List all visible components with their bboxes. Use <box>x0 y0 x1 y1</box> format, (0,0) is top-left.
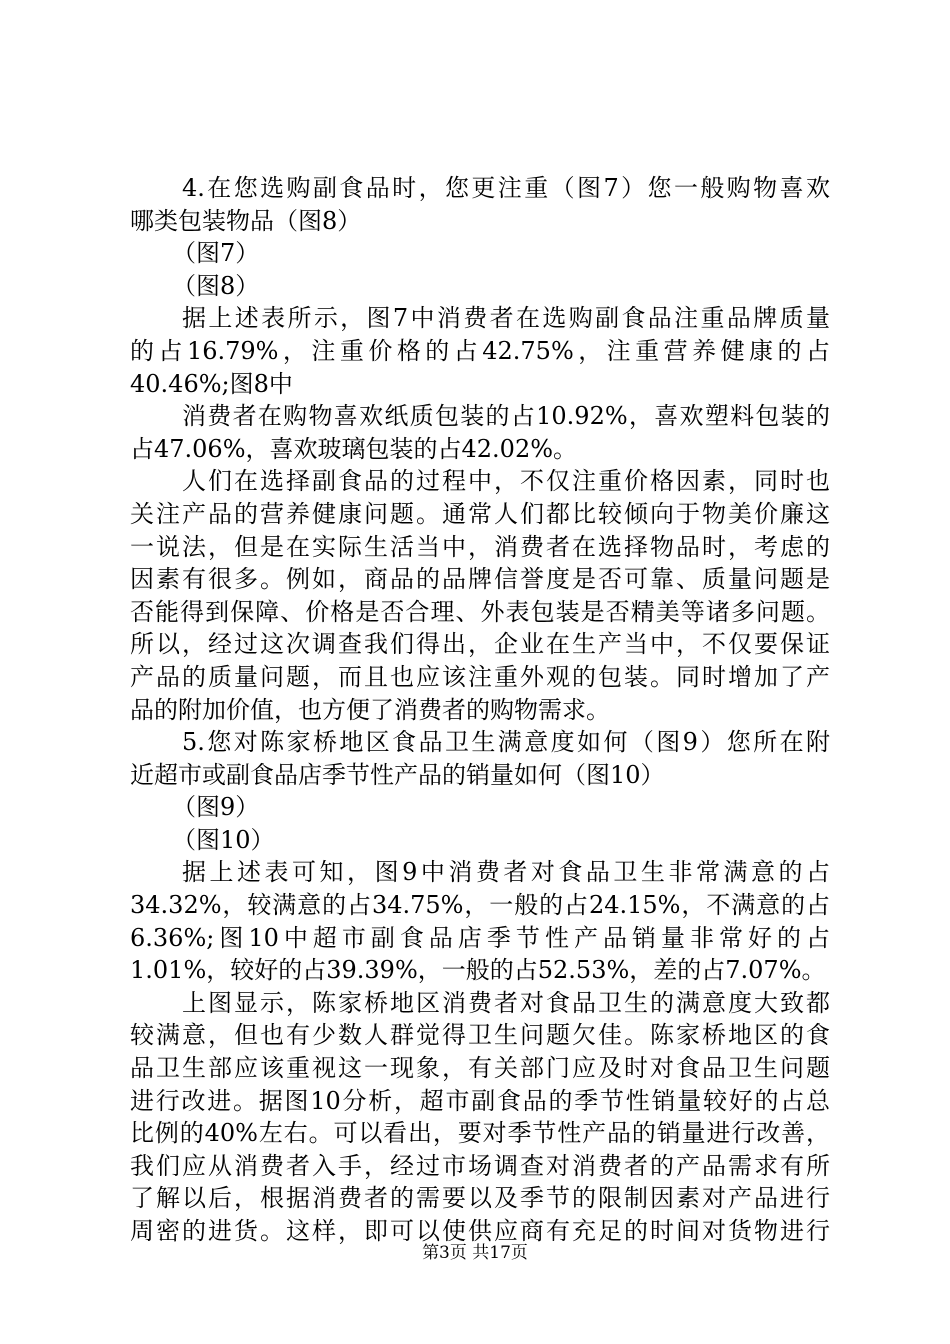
text-line: 近超市或副食品店季节性产品的销量如何（图10） <box>130 760 665 789</box>
paragraph-question-5 <box>130 726 830 791</box>
text-line: 所以，经过这次调查我们得出，企业在生产当中，不仅要保证 <box>130 630 830 659</box>
text-line: 比例的40%左右。可以看出，要对季节性产品的销量进行改善， <box>130 1119 830 1148</box>
text-line: 哪类包装物品（图8） <box>130 206 362 235</box>
text-line: 进行改进。据图10分析，超市副食品的季节性销量较好的占总 <box>130 1086 830 1115</box>
text-line: 我们应从消费者入手，经过市场调查对消费者的产品需求有所 <box>130 1151 830 1180</box>
text-line: 品的附加价值，也方便了消费者的购物需求。 <box>130 695 610 724</box>
text-line: 上图显示，陈家桥地区消费者对食品卫生的满意度大致都 <box>182 988 830 1017</box>
text-line: （图7） <box>172 239 260 268</box>
figure-caption-10 <box>130 824 830 857</box>
text-line: 5.您对陈家桥地区食品卫生满意度如何（图9）您所在附 <box>182 728 830 757</box>
text-line: 据上述表所示，图7中消费者在选购副食品注重品牌质量 <box>182 304 830 333</box>
text-line: 较满意，但也有少数人群觉得卫生问题欠佳。陈家桥地区的食 <box>130 1021 830 1050</box>
text-line: 的占16.79%，注重价格的占42.75%，注重营养健康的占 <box>130 336 830 365</box>
text-line: 6.36%;图10中超市副食品店季节性产品销量非常好的占 <box>130 923 830 952</box>
text-line: 否能得到保障、价格是否合理、外表包装是否精美等诸多问题。 <box>130 597 830 626</box>
text-line: （图9） <box>172 793 260 822</box>
paragraph-result-figures-9-10 <box>130 856 830 986</box>
text-line: 40.46%;图8中 <box>130 369 293 398</box>
text-line: 4.在您选购副食品时，您更注重（图7）您一般购物喜欢 <box>182 174 830 202</box>
document-body <box>130 172 830 1248</box>
paragraph-result-figure-8-continued <box>130 400 830 465</box>
text-line: 34.32%，较满意的占34.75%，一般的占24.15%，不满意的占 <box>130 891 830 920</box>
text-line: 一说法，但是在实际生活当中，消费者在选择物品时，考虑的 <box>130 532 830 561</box>
figure-caption-7 <box>130 237 830 270</box>
text-line: 品卫生部应该重视这一现象，有关部门应及时对食品卫生问题 <box>130 1054 830 1083</box>
text-line: 消费者在购物喜欢纸质包装的占10.92%，喜欢塑料包装的 <box>182 402 830 431</box>
text-line: 据上述表可知，图9中消费者对食品卫生非常满意的占 <box>182 858 830 887</box>
paragraph-result-figures-7-8 <box>130 302 830 400</box>
figure-caption-9 <box>130 791 830 824</box>
paragraph-analysis-2 <box>130 987 830 1248</box>
text-line: 了解以后，根据消费者的需要以及季节的限制因素对产品进行 <box>130 1184 830 1213</box>
text-line: （图8） <box>172 271 260 300</box>
text-line: 因素有很多。例如，商品的品牌信誉度是否可靠、质量问题是 <box>130 565 830 594</box>
text-line: （图10） <box>172 825 275 854</box>
text-line: 产品的质量问题，而且也应该注重外观的包装。同时增加了产 <box>130 662 830 691</box>
figure-caption-8 <box>130 270 830 303</box>
paragraph-analysis-1 <box>130 465 830 726</box>
text-line: 周密的进货。这样，即可以使供应商有充足的时间对货物进行 <box>130 1217 830 1245</box>
text-line: 关注产品的营养健康问题。通常人们都比较倾向于物美价廉这 <box>130 499 830 528</box>
paragraph-question-4 <box>130 172 830 237</box>
text-line: 占47.06%，喜欢玻璃包装的占42.02%。 <box>130 434 578 463</box>
text-line: 1.01%，较好的占39.39%，一般的占52.53%，差的占7.07%。 <box>130 956 826 985</box>
page-footer <box>0 1238 950 1263</box>
text-line: 人们在选择副食品的过程中，不仅注重价格因素，同时也 <box>182 467 830 496</box>
page-number: 第3页 共17页 <box>422 1243 528 1263</box>
